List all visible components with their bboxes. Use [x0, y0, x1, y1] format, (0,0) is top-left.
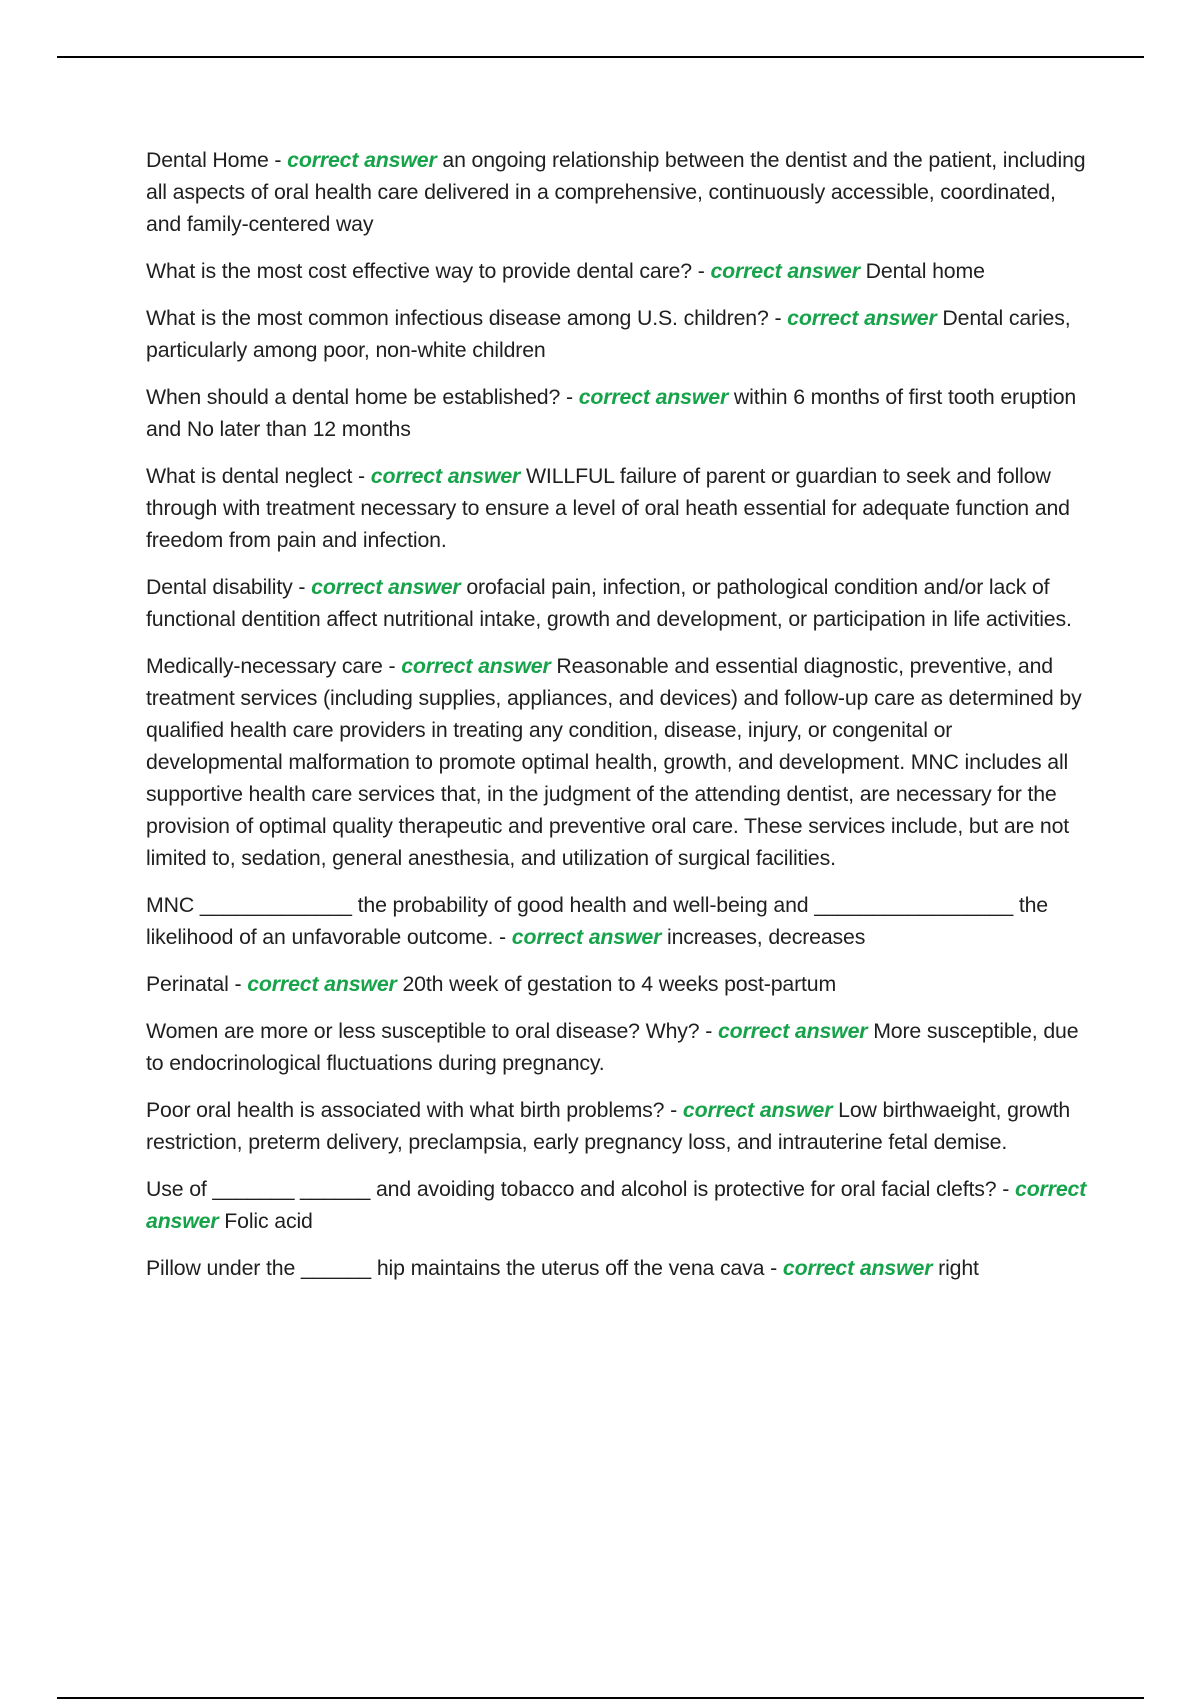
separator: -: [705, 1019, 713, 1043]
question-text: Poor oral health is associated with what birth problems?: [146, 1098, 665, 1122]
question-text: Dental Home: [146, 148, 269, 172]
answer-label: correct answer: [682, 1098, 833, 1122]
answer-label: correct answer: [511, 925, 662, 949]
question-text: Use of _______ ______ and avoiding tobacco and alcohol is protective for oral facial clefts?: [146, 1177, 997, 1201]
answer-label: correct answer: [287, 148, 437, 172]
question-text: What is dental neglect: [146, 464, 353, 488]
header-rule: [57, 56, 1144, 58]
answer-text: right: [938, 1256, 979, 1280]
answer-text: 20th week of gestation to 4 weeks post-partum: [402, 972, 837, 996]
question-text: MNC _____________ the probability of good health and well-being and _________________ the likelihood of an unfavorable outcome.: [146, 893, 1048, 949]
flashcard-item: [146, 968, 1094, 1000]
flashcard-item: [146, 255, 1094, 287]
footer-rule: [57, 1697, 1144, 1699]
flashcard-item: [146, 889, 1094, 953]
flashcard-item: [146, 1173, 1094, 1237]
answer-label: correct answer: [787, 306, 937, 330]
answer-label: correct answer: [370, 464, 521, 488]
question-text: Medically-necessary care: [146, 654, 383, 678]
answer-label: correct answer: [146, 1177, 1087, 1233]
separator: -: [770, 1256, 778, 1280]
answer-text: WILLFUL failure of parent or guardian to seek and follow through with treatment necessary to ensure a level of oral heath essential for adequate function and freedom from pain and infection.: [146, 464, 1070, 552]
answer-text: Folic acid: [224, 1209, 313, 1233]
answer-label: correct answer: [247, 972, 397, 996]
answer-label: correct answer: [311, 575, 461, 599]
question-text: What is the most cost effective way to provide dental care?: [146, 259, 692, 283]
separator: -: [274, 148, 282, 172]
answer-text: an ongoing relationship between the dentist and the patient, including all aspects of oral health care delivered in a comprehensive, continuously accessible, coordinated, and family-centered way: [146, 148, 1086, 236]
flashcard-item: [146, 650, 1094, 874]
separator: -: [358, 464, 365, 488]
separator: -: [670, 1098, 678, 1122]
separator: -: [697, 259, 705, 283]
question-text: Pillow under the ______ hip maintains the uterus off the vena cava: [146, 1256, 765, 1280]
flashcard-item: [146, 302, 1094, 366]
separator: -: [499, 925, 506, 949]
answer-label: correct answer: [578, 385, 729, 409]
separator: -: [298, 575, 306, 599]
answer-label: correct answer: [782, 1256, 933, 1280]
flashcard-item: [146, 460, 1094, 556]
answer-text: Low birthwaeight, growth restriction, preterm delivery, preclampsia, early pregnancy loss, and intrauterine fetal demise.: [146, 1098, 1071, 1154]
answer-text: More susceptible, due to endocrinological fluctuations during pregnancy.: [146, 1019, 1079, 1075]
separator: -: [565, 385, 573, 409]
answer-text: Dental home: [865, 259, 985, 283]
separator: -: [234, 972, 242, 996]
question-text: Dental disability: [146, 575, 293, 599]
flashcard-item: [146, 381, 1094, 445]
answer-text: Reasonable and essential diagnostic, preventive, and treatment services (including supplies, appliances, and devices) and follow-up care as determined by qualified health care providers in treating any condition, disease, injury, or congenital or developmental malformation to promote optimal health, growth, and development. MNC includes all supportive health care services that, in the judgment of the attending dentist, are necessary for the provision of optimal quality therapeutic and preventive oral care. These services include, but are not limited to, sedation, general anesthesia, and utilization of surgical facilities.: [146, 654, 1082, 870]
answer-text: orofacial pain, infection, or pathological condition and/or lack of functional dentition affect nutritional intake, growth and development, or participation in life activities.: [146, 575, 1072, 631]
separator: -: [388, 654, 396, 678]
answer-label: correct answer: [710, 259, 860, 283]
flashcard-item: [146, 1094, 1094, 1158]
separator: -: [1002, 1177, 1010, 1201]
flashcard-item: [146, 1015, 1094, 1079]
question-text: Perinatal: [146, 972, 229, 996]
flashcard-item: [146, 571, 1094, 635]
question-text: When should a dental home be established?: [146, 385, 561, 409]
answer-label: correct answer: [401, 654, 551, 678]
flashcard-list: [146, 144, 1094, 1299]
answer-text: Dental caries, particularly among poor, non-white children: [146, 306, 1071, 362]
answer-text: increases, decreases: [667, 925, 866, 949]
question-text: What is the most common infectious disease among U.S. children?: [146, 306, 769, 330]
separator: -: [774, 306, 782, 330]
answer-text: within 6 months of first tooth eruption and No later than 12 months: [146, 385, 1077, 441]
question-text: Women are more or less susceptible to oral disease? Why?: [146, 1019, 700, 1043]
flashcard-item: [146, 144, 1094, 240]
answer-label: correct answer: [717, 1019, 868, 1043]
flashcard-item: [146, 1252, 1094, 1284]
